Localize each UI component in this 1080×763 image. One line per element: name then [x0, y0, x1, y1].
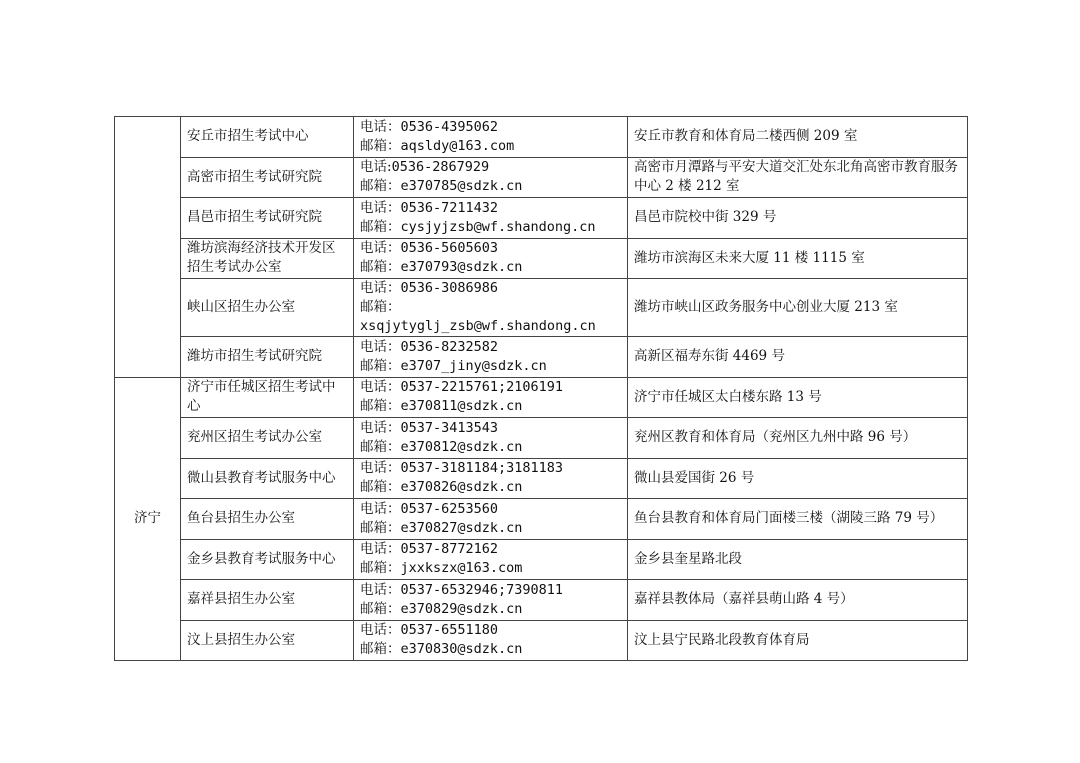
phone-label: 电话： — [360, 622, 401, 639]
address-cell: 安丘市教育和体育局二楼西侧 209 室 — [628, 117, 968, 158]
email-address: aqsldy@163.com — [400, 137, 515, 154]
email-address: e370829@sdzk.cn — [400, 600, 523, 617]
email-line — [360, 600, 621, 619]
contact-cell — [354, 580, 628, 621]
table-row — [115, 157, 968, 198]
table-row — [115, 377, 968, 418]
address-cell: 金乡县奎星路北段 — [628, 539, 968, 580]
org-name-cell: 济宁市任城区招生考试中心 — [181, 377, 354, 418]
phone-line — [360, 338, 621, 357]
phone-label: 电话： — [360, 199, 401, 216]
email-line — [360, 137, 621, 156]
email-line — [360, 397, 621, 416]
email-line — [360, 258, 621, 277]
phone-number: 0537-3413543 — [400, 419, 499, 436]
region-cell: 济宁 — [115, 377, 181, 661]
phone-line — [360, 419, 621, 438]
phone-label: 电话： — [360, 379, 401, 396]
contact-cell — [354, 279, 628, 337]
address-cell: 鱼台县教育和体育局门面楼三楼（湖陵三路 79 号） — [628, 499, 968, 540]
phone-line — [360, 118, 621, 137]
email-label: 邮箱： — [360, 357, 401, 374]
table-row — [115, 279, 968, 337]
email-label: 邮箱： — [360, 479, 401, 496]
table-row — [115, 499, 968, 540]
email-label: 邮箱： — [360, 398, 401, 415]
email-label: 邮箱： — [360, 600, 401, 617]
address-cell: 昌邑市院校中街 329 号 — [628, 198, 968, 239]
phone-line — [360, 199, 621, 218]
phone-number: 0537-3181184;3181183 — [400, 460, 564, 477]
contact-cell — [354, 157, 628, 198]
contact-cell — [354, 377, 628, 418]
email-line — [360, 218, 621, 237]
region-cell — [115, 117, 181, 378]
phone-number: 0536-2867929 — [391, 159, 490, 176]
org-name-cell: 鱼台县招生办公室 — [181, 499, 354, 540]
email-label: 邮箱： — [360, 641, 401, 658]
org-name-cell: 高密市招生考试研究院 — [181, 157, 354, 198]
phone-line — [360, 581, 621, 600]
email-address: xsqjytyglj_zsb@wf.shandong.cn — [360, 318, 596, 334]
phone-number: 0536-4395062 — [400, 118, 499, 135]
table-row — [115, 458, 968, 499]
org-name-cell: 潍坊滨海经济技术开发区招生考试办公室 — [181, 238, 354, 279]
phone-number: 0537-6253560 — [400, 500, 499, 517]
contact-cell — [354, 458, 628, 499]
table-row — [115, 198, 968, 239]
table-row — [115, 418, 968, 459]
address-cell: 嘉祥县教体局（嘉祥县萌山路 4 号） — [628, 580, 968, 621]
address-cell: 微山县爱国街 26 号 — [628, 458, 968, 499]
email-line — [360, 478, 621, 497]
phone-number: 0537-6551180 — [400, 622, 499, 639]
phone-label: 电话： — [360, 118, 401, 135]
phone-label: 电话： — [360, 419, 401, 436]
phone-number: 0536-7211432 — [400, 199, 499, 216]
email-label: 邮箱： — [360, 259, 401, 276]
org-name-cell: 兖州区招生考试办公室 — [181, 418, 354, 459]
phone-line — [360, 378, 621, 397]
phone-label: 电话: — [360, 159, 392, 176]
table-row — [115, 337, 968, 378]
email-address: e370812@sdzk.cn — [400, 438, 523, 455]
contact-cell — [354, 238, 628, 279]
phone-number: 0537-8772162 — [400, 541, 499, 558]
contact-cell — [354, 499, 628, 540]
contact-cell — [354, 418, 628, 459]
contact-cell — [354, 198, 628, 239]
table-row — [115, 620, 968, 661]
contact-table-body — [115, 117, 968, 661]
email-address: e370785@sdzk.cn — [400, 178, 523, 195]
phone-line — [360, 239, 621, 258]
phone-label: 电话： — [360, 500, 401, 517]
email-address: e370793@sdzk.cn — [400, 259, 523, 276]
address-cell: 潍坊市峡山区政务服务中心创业大厦 213 室 — [628, 279, 968, 337]
email-label: 邮箱： — [360, 137, 401, 154]
phone-line — [360, 621, 621, 640]
address-cell: 高新区福寿东街 4469 号 — [628, 337, 968, 378]
email-address: cysjyjzsb@wf.shandong.cn — [400, 218, 596, 235]
address-cell: 潍坊市滨海区未来大厦 11 楼 1115 室 — [628, 238, 968, 279]
org-name-cell: 汶上县招生办公室 — [181, 620, 354, 661]
email-label: 邮箱： — [360, 299, 401, 315]
phone-label: 电话： — [360, 460, 401, 477]
email-address: e370811@sdzk.cn — [400, 398, 523, 415]
email-line — [360, 438, 621, 457]
email-label: 邮箱： — [360, 560, 401, 577]
phone-label: 电话： — [360, 280, 401, 296]
address-cell: 汶上县宁民路北段教育体育局 — [628, 620, 968, 661]
email-address: e3707_jiny@sdzk.cn — [400, 357, 547, 374]
email-address: e370830@sdzk.cn — [400, 641, 523, 658]
table-row — [115, 238, 968, 279]
phone-label: 电话： — [360, 338, 401, 355]
email-line — [360, 298, 621, 336]
phone-number: 0536-8232582 — [400, 338, 499, 355]
contact-cell — [354, 620, 628, 661]
email-label: 邮箱： — [360, 438, 401, 455]
email-address: e370827@sdzk.cn — [400, 519, 523, 536]
phone-number: 0536-5605603 — [400, 240, 499, 257]
email-label: 邮箱： — [360, 218, 401, 235]
contact-cell — [354, 117, 628, 158]
phone-number: 0537-2215761;2106191 — [400, 379, 564, 396]
phone-label: 电话： — [360, 581, 401, 598]
org-name-cell: 安丘市招生考试中心 — [181, 117, 354, 158]
phone-line — [360, 540, 621, 559]
email-address: e370826@sdzk.cn — [400, 479, 523, 496]
phone-line — [360, 500, 621, 519]
phone-line — [360, 158, 621, 177]
phone-number: 0537-6532946;7390811 — [400, 581, 564, 598]
contact-cell — [354, 337, 628, 378]
email-line — [360, 519, 621, 538]
email-line — [360, 640, 621, 659]
address-cell: 兖州区教育和体育局（兖州区九州中路 96 号） — [628, 418, 968, 459]
org-name-cell: 微山县教育考试服务中心 — [181, 458, 354, 499]
address-cell: 济宁市任城区太白楼东路 13 号 — [628, 377, 968, 418]
email-line — [360, 559, 621, 578]
phone-label: 电话： — [360, 541, 401, 558]
org-name-cell: 金乡县教育考试服务中心 — [181, 539, 354, 580]
table-row — [115, 580, 968, 621]
email-line — [360, 177, 621, 196]
email-label: 邮箱： — [360, 519, 401, 536]
contact-cell — [354, 539, 628, 580]
phone-line — [360, 459, 621, 478]
org-name-cell: 嘉祥县招生办公室 — [181, 580, 354, 621]
org-name-cell: 潍坊市招生考试研究院 — [181, 337, 354, 378]
table-row — [115, 539, 968, 580]
email-address: jxxkszx@163.com — [400, 560, 523, 577]
contact-table — [114, 116, 968, 661]
org-name-cell: 峡山区招生办公室 — [181, 279, 354, 337]
email-line — [360, 357, 621, 376]
email-label: 邮箱： — [360, 178, 401, 195]
phone-number: 0536-3086986 — [400, 280, 499, 296]
table-row — [115, 117, 968, 158]
phone-line — [360, 279, 621, 298]
phone-label: 电话： — [360, 240, 401, 257]
address-cell: 高密市月潭路与平安大道交汇处东北角高密市教育服务中心 2 楼 212 室 — [628, 157, 968, 198]
org-name-cell: 昌邑市招生考试研究院 — [181, 198, 354, 239]
